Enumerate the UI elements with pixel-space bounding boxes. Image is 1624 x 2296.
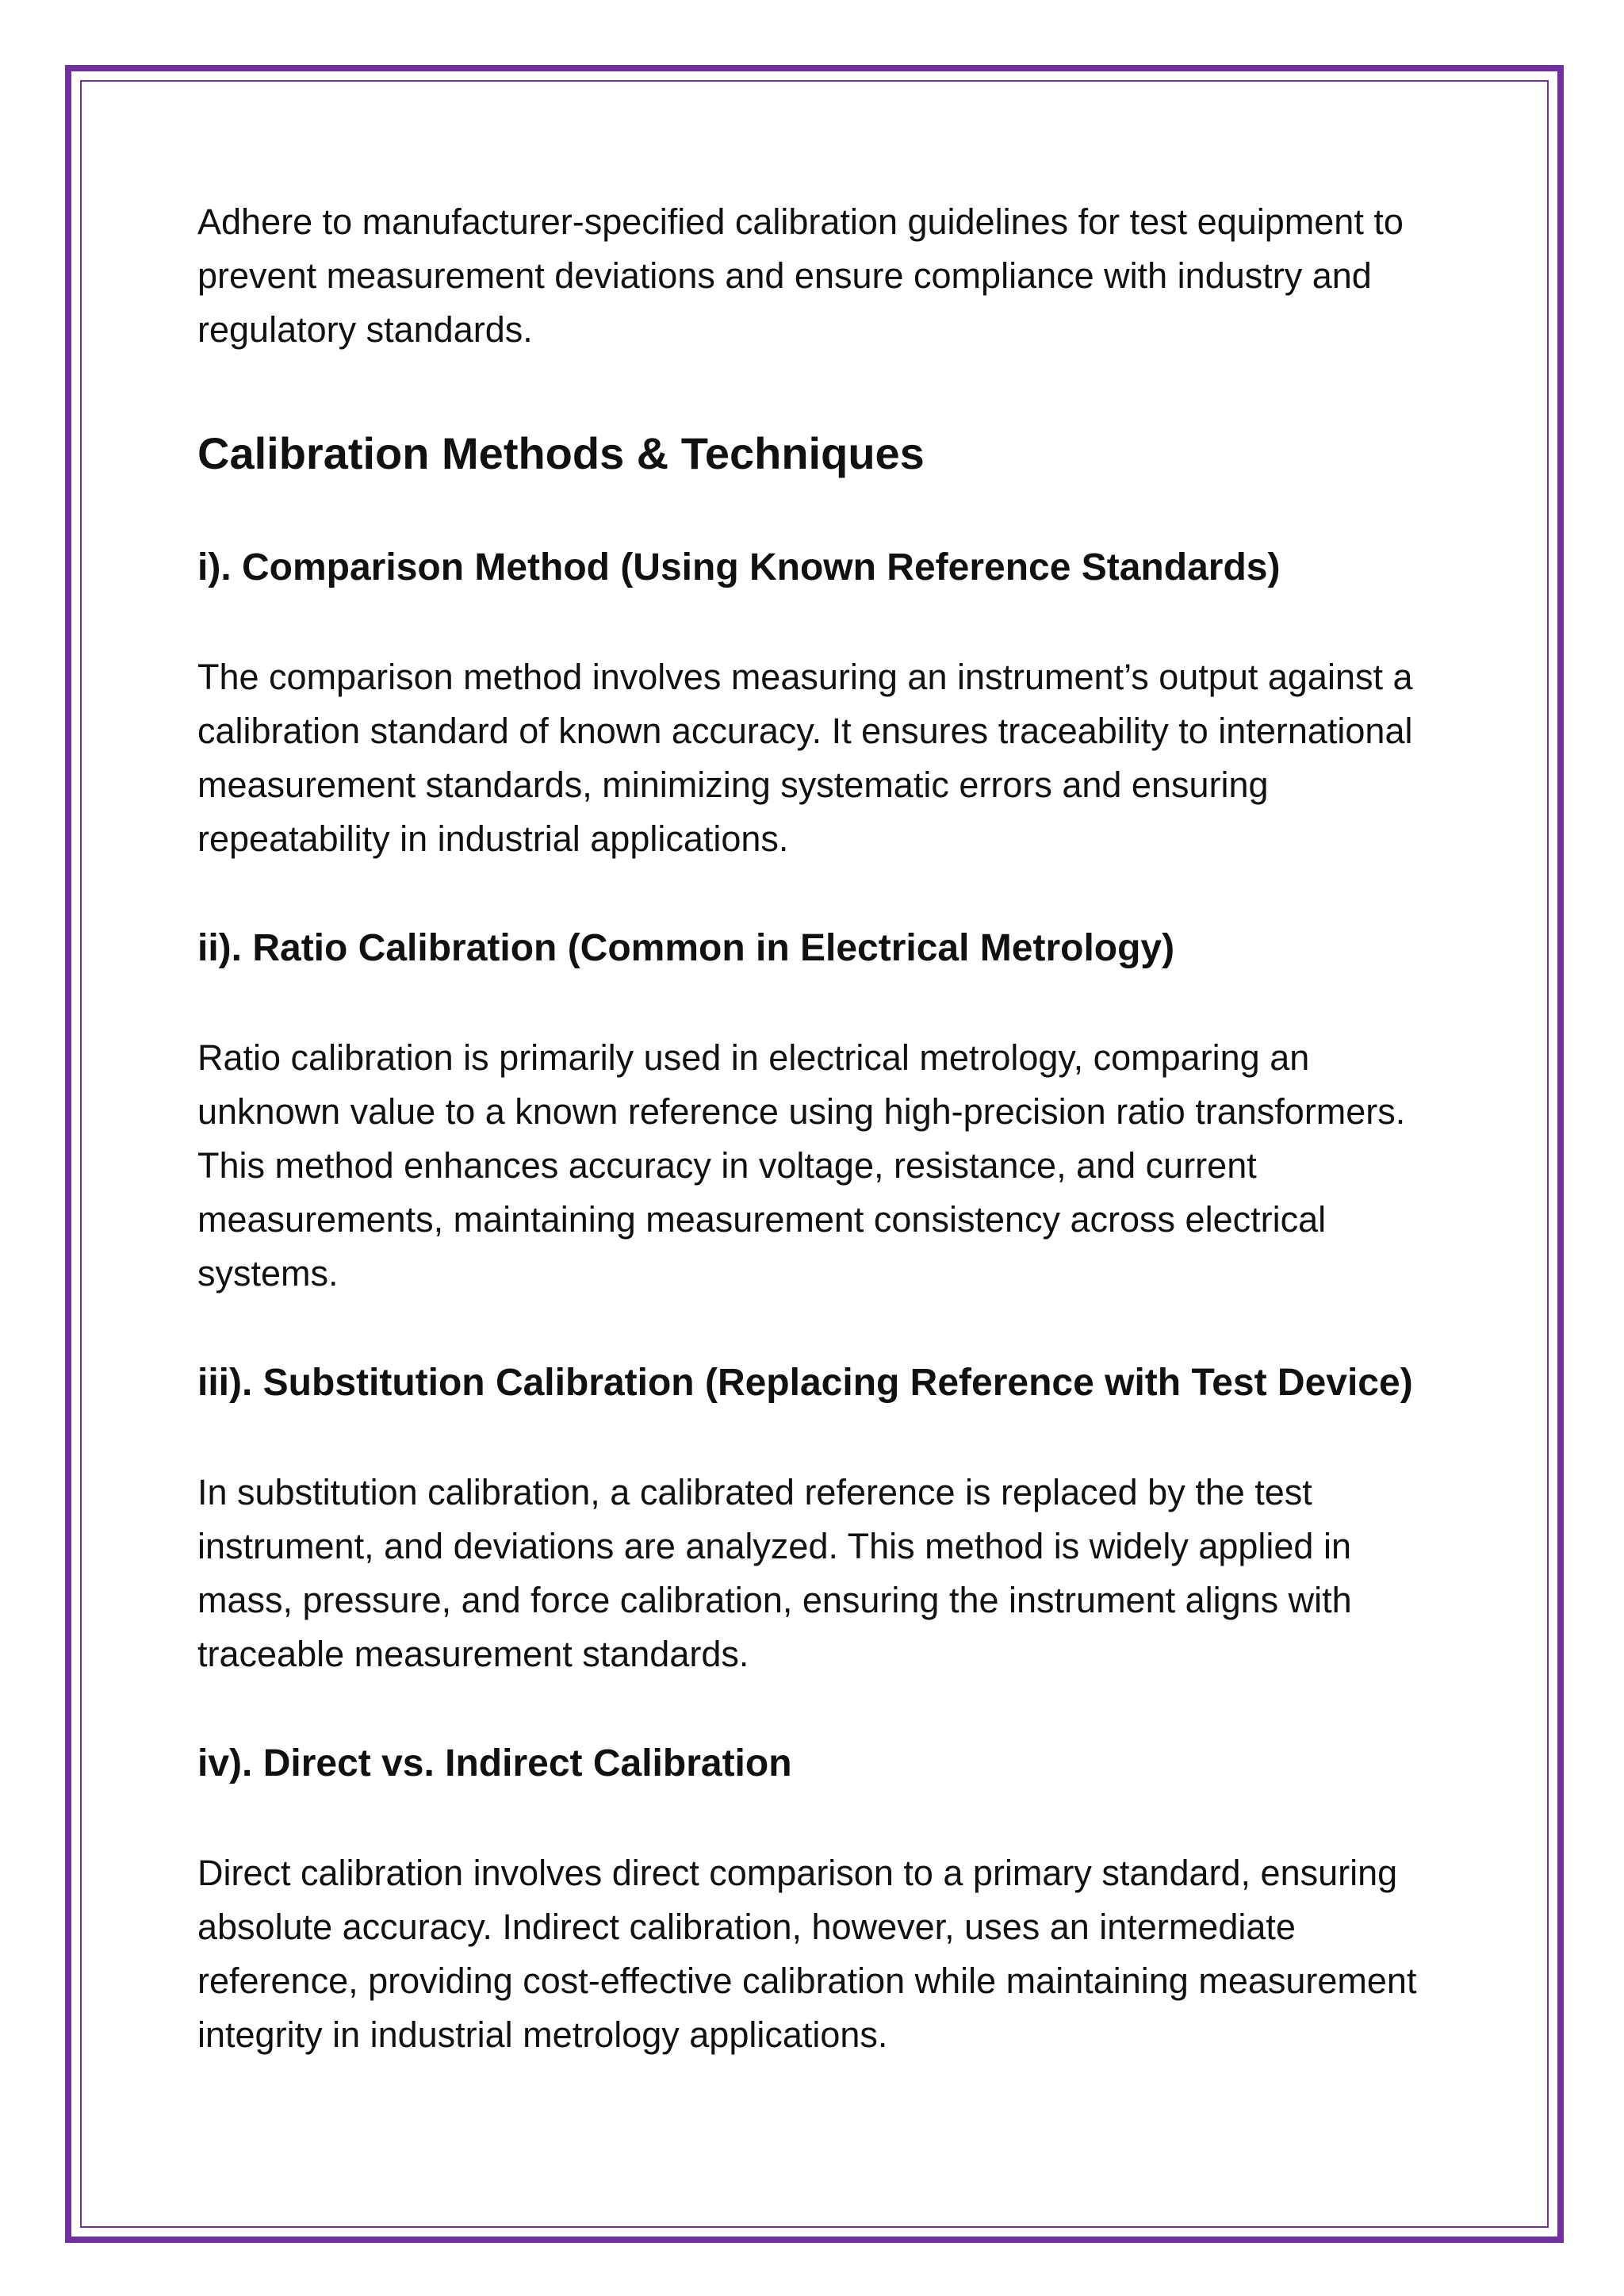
document-content	[197, 195, 1450, 2062]
section-body-direct-indirect: Direct calibration involves direct comparison to a primary standard, ensuring absolute accuracy. Indirect calibration, however, uses an intermediate reference, providing cost-effective calibration while maintaining measurement integrity in industrial metrology applications.	[197, 1853, 1417, 2055]
section-body-comparison: The comparison method involves measuring an instrument’s output against a calibration standard of known accuracy. It ensures traceability to international measurement standards, minimizing systematic errors and ensuring repeatability in industrial applications.	[197, 657, 1413, 859]
page-title: Calibration Methods & Techniques	[197, 428, 925, 478]
section-body-ratio: Ratio calibration is primarily used in electrical metrology, comparing an unknown value to a known reference using high-precision ratio transformers. This method enhances accuracy in voltage, resistance, and current measurements, maintaining measurement consistency across electrical systems.	[197, 1037, 1406, 1294]
section-heading-direct-indirect: iv). Direct vs. Indirect Calibration	[197, 1742, 792, 1784]
section-heading-substitution: iii). Substitution Calibration (Replacing Reference with Test Device)	[197, 1362, 1413, 1404]
section-heading-comparison: i). Comparison Method (Using Known Reference Standards)	[197, 546, 1281, 588]
section-body-substitution: In substitution calibration, a calibrated reference is replaced by the test instrument, and deviations are analyzed. This method is widely applied in mass, pressure, and force calibration, ensuring the instrument aligns with traceable measurement standards.	[197, 1472, 1352, 1674]
intro-paragraph: Adhere to manufacturer-specified calibration guidelines for test equipment to prevent measurement deviations and ensure compliance with industry and regulatory standards.	[197, 201, 1404, 350]
section-heading-ratio: ii). Ratio Calibration (Common in Electrical Metrology)	[197, 927, 1175, 969]
